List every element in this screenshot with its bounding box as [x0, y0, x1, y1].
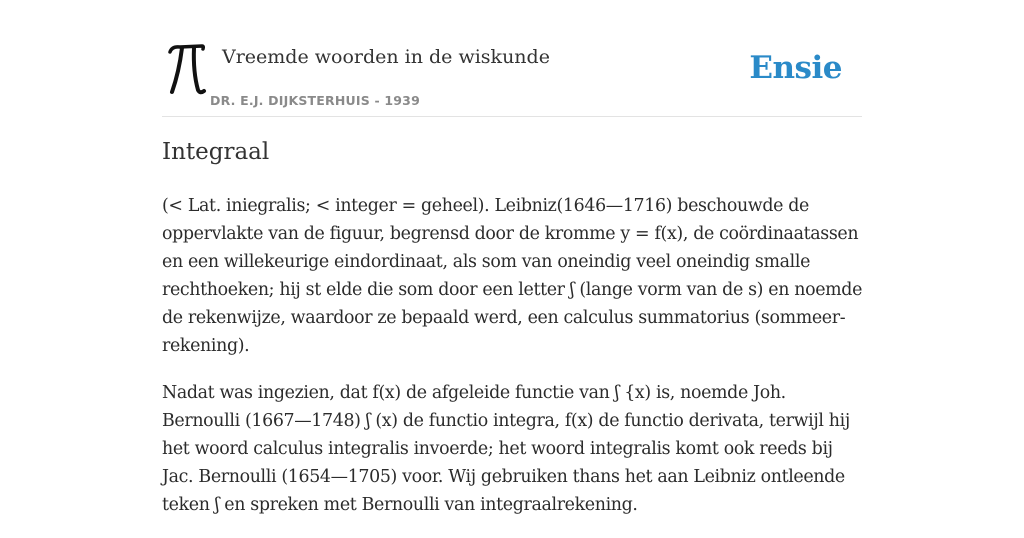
header [162, 0, 862, 117]
entry-title: Integraal [162, 139, 270, 165]
brand-logo[interactable]: Ensie [749, 50, 842, 86]
page [162, 0, 863, 515]
author-year: DR. E.J. DIJKSTERHUIS - 1939 [210, 93, 420, 108]
entry-body [162, 192, 862, 538]
pi-icon [164, 42, 208, 98]
entry-paragraph: (< Lat. iniegralis; < integer = geheel). Leibniz(1646—1716) beschouwde de oppervlakte van de figuur, begrensd door de kromme y = f(x), de coördinaatassen en een willekeurige eindordinaat, als som van oneindig veel oneindig smalle rechthoeken; hij st elde die som door een letter ʃ (lange vorm van de s) en noemde de rekenwijze, waardoor ze bepaald werd, een calculus summatorius (sommeer-rekening). [162, 196, 863, 356]
book-title[interactable]: Vreemde woorden in de wiskunde [222, 46, 550, 68]
entry-paragraph: Nadat was ingezien, dat f(x) de afgeleide functie van ʃ {x) is, noemde Joh. Bernoulli (1667—1748) ʃ (x) de functio integra, f(x) de functio derivata, terwijl hij het woord calculus integralis invoerde; het woord integralis komt ook reeds bij Jac. Bernoulli (1654—1705) voor. Wij gebruiken thans het aan Leibniz ontleende teken ʃ en spreken met Bernoulli van integraalrekening. [162, 383, 850, 515]
